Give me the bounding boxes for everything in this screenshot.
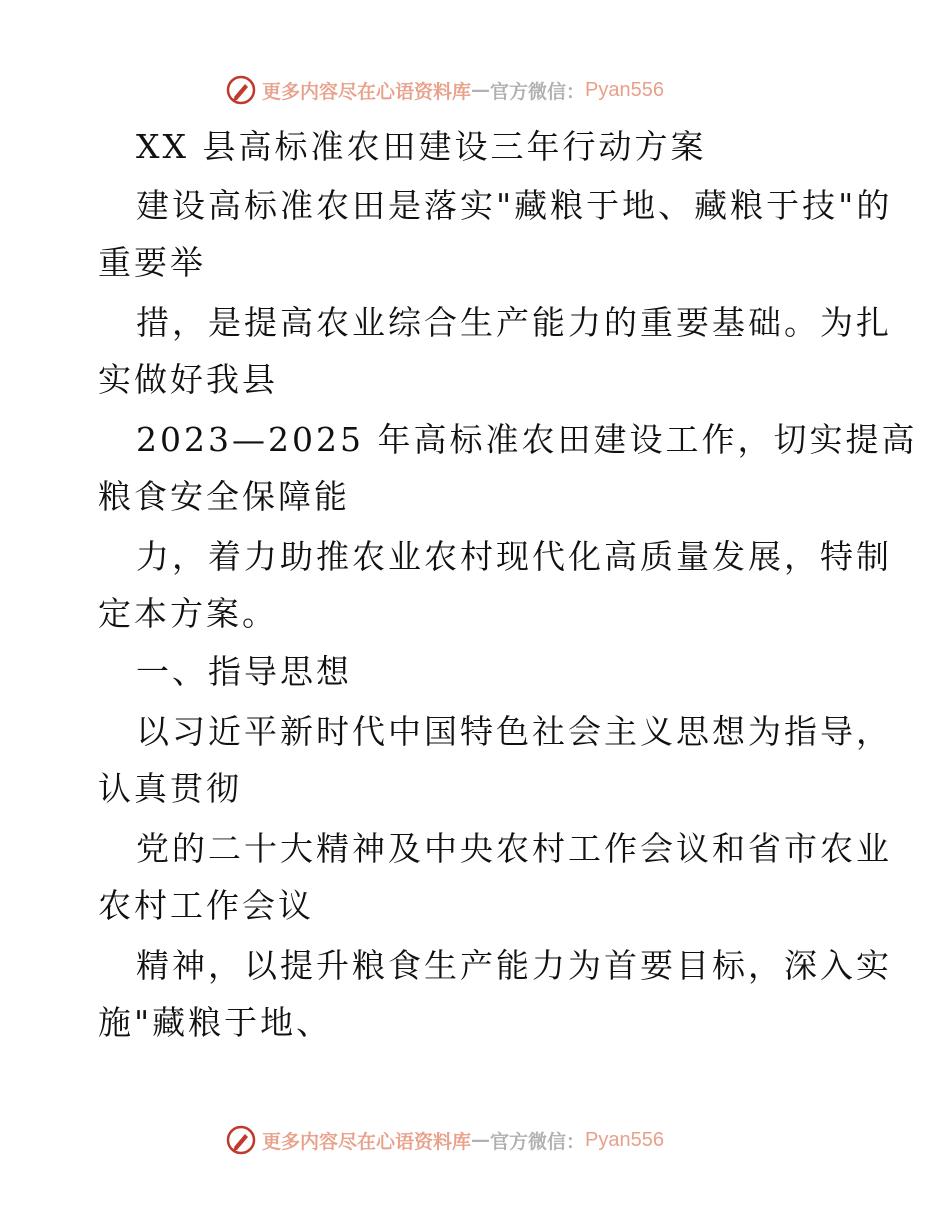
- paragraph-line: 力，着力助推农业农村现代化高质量发展，特制: [136, 537, 892, 576]
- paragraph-line: 粮食安全保障能: [98, 477, 350, 516]
- document-title: XX 县高标准农田建设三年行动方案: [136, 127, 707, 166]
- paragraph-line: 重要举: [98, 243, 206, 282]
- banner-dash: —: [471, 1129, 491, 1151]
- paragraph-line: 施"藏粮于地、: [98, 1003, 333, 1042]
- paragraph-line: 定本方案。: [98, 594, 278, 633]
- section-heading: 一、指导思想: [136, 652, 352, 691]
- paragraph-line: 农村工作会议: [98, 886, 314, 925]
- paragraph-line: 精神，以提升粮食生产能力为首要目标，深入实: [136, 946, 892, 985]
- library-text: 更多内容尽在心语资料库: [262, 80, 472, 103]
- wechat-label: 官方微信：: [490, 80, 586, 103]
- wechat-label: 官方微信：: [490, 1130, 586, 1153]
- header-banner: [0, 70, 950, 110]
- library-text: 更多内容尽在心语资料库: [262, 1130, 472, 1153]
- banner-dash: —: [471, 79, 491, 101]
- pen-logo-icon: [226, 1125, 256, 1155]
- paragraph-line: 认真贯彻: [98, 769, 242, 808]
- wechat-id: Pyan556: [585, 1128, 664, 1151]
- paragraph-line: 以习近平新时代中国特色社会主义思想为指导，: [136, 712, 892, 751]
- wechat-id: Pyan556: [585, 78, 664, 101]
- paragraph-line: 2023—2025 年高标准农田建设工作，切实提高: [136, 420, 918, 459]
- paragraph-line: 实做好我县: [98, 360, 278, 399]
- paragraph-line: 建设高标准农田是落实"藏粮于地、藏粮于技"的: [136, 186, 893, 225]
- pen-logo-icon: [226, 75, 256, 105]
- paragraph-line: 措，是提高农业综合生产能力的重要基础。为扎: [136, 303, 892, 342]
- footer-banner: [0, 1120, 950, 1160]
- paragraph-line: 党的二十大精神及中央农村工作会议和省市农业: [136, 829, 892, 868]
